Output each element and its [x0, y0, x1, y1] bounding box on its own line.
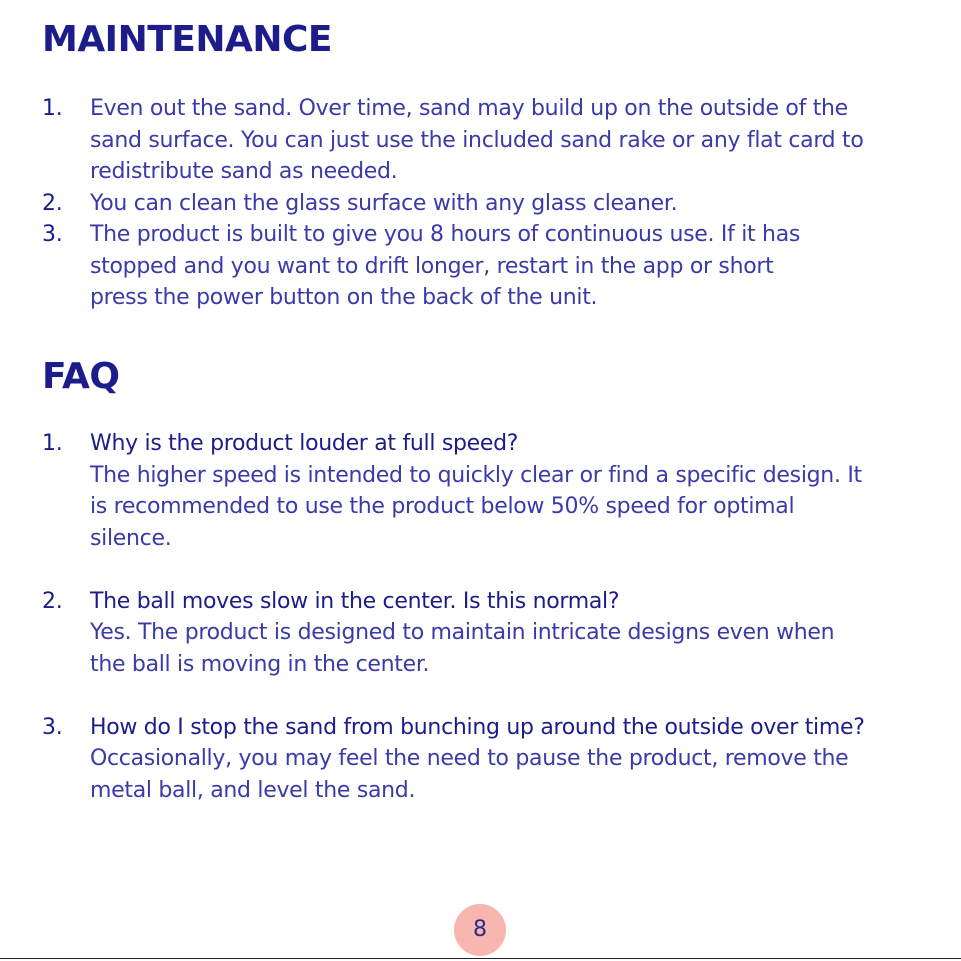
- faq-answer: The higher speed is intended to quickly clear or find a specific design. It is recommended to use the product below 50% speed for optimal silence.: [90, 462, 862, 551]
- bottom-divider: [0, 958, 961, 959]
- page-number-badge: 8: [454, 904, 506, 956]
- item-text: Even out the sand. Over time, sand may build up on the outside of the sand surface. You can just use the included sand rake or any flat card to redistribute sand as needed.: [90, 96, 864, 184]
- faq-question: Why is the product louder at full speed?: [90, 431, 519, 456]
- maintenance-heading: MAINTENANCE: [42, 19, 332, 60]
- faq-heading: FAQ: [42, 356, 120, 397]
- item-number: 1.: [42, 96, 63, 121]
- item-number: 2.: [42, 588, 63, 614]
- item-number: 3.: [42, 222, 63, 247]
- item-text: The product is built to give you 8 hours of continuous use. If it has stopped and you want to drift longer, restart in the app or short press the power button on the back of the unit.: [90, 222, 801, 310]
- faq-item-3: [42, 712, 870, 807]
- faq-question: How do I stop the sand from bunching up around the outside over time?: [90, 714, 865, 740]
- maintenance-item-3: [42, 219, 830, 314]
- maintenance-item-2: [42, 188, 890, 220]
- faq-list: [42, 428, 922, 838]
- faq-answer: Occasionally, you may feel the need to pause the product, remove the metal ball, and level the sand.: [90, 746, 849, 803]
- maintenance-list: [42, 93, 922, 314]
- item-number: 2.: [42, 190, 63, 216]
- item-number: 3.: [42, 714, 63, 740]
- faq-answer: Yes. The product is designed to maintain intricate designs even when the ball is moving in the center.: [90, 620, 835, 677]
- faq-item-2: [42, 586, 840, 681]
- faq-question: The ball moves slow in the center. Is this normal?: [90, 588, 620, 614]
- faq-item-1: [42, 428, 880, 554]
- item-number: 1.: [42, 431, 63, 456]
- item-text: You can clean the glass surface with any glass cleaner.: [90, 190, 678, 216]
- maintenance-item-1: [42, 93, 890, 188]
